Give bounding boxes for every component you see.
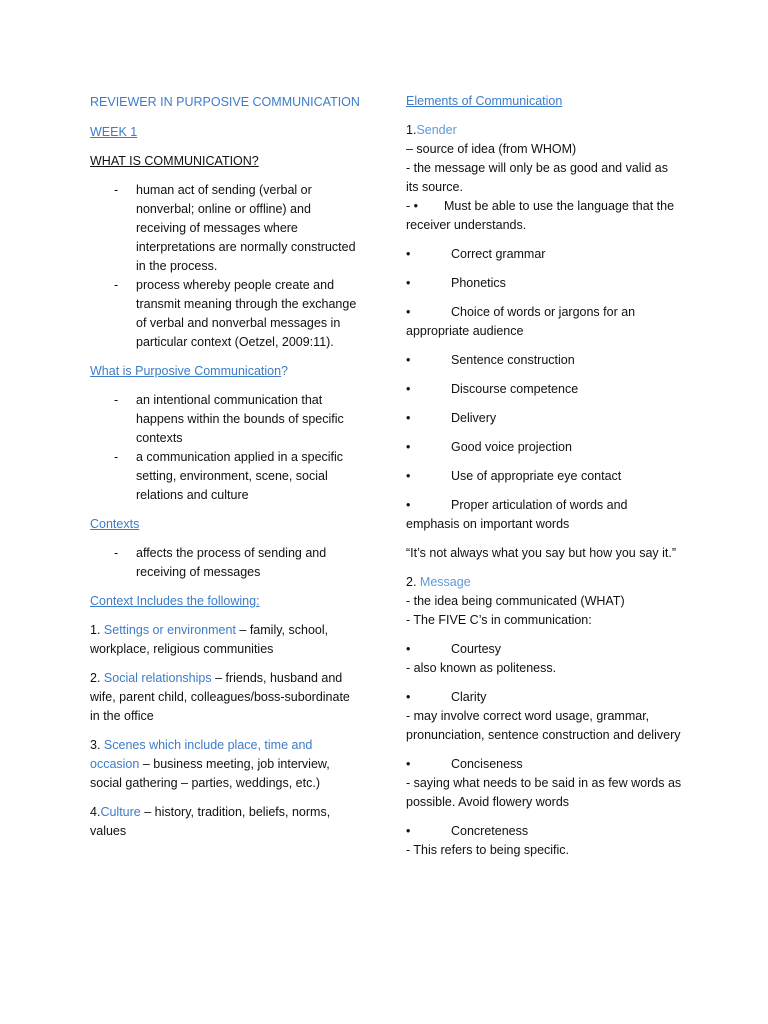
five-c-desc: - also known as politeness. [406, 661, 557, 675]
week-heading: WEEK 1 [90, 125, 138, 139]
bullet-icon: • [406, 247, 411, 261]
bullet-text: Discourse competence [451, 382, 579, 396]
contexts-heading: Contexts [90, 517, 140, 531]
message-line: - The FIVE C’s in communication: [406, 613, 592, 627]
item-number: 2. [406, 575, 417, 589]
communication-definitions [90, 181, 362, 352]
item-text: – history, tradition, beliefs, norms, values [90, 805, 331, 838]
message-line: - the idea being communicated (WHAT) [406, 594, 625, 608]
sender-line [406, 197, 682, 235]
context-item [90, 736, 362, 793]
elements-heading: Elements of Communication [406, 94, 563, 108]
bullet-text: Concreteness [451, 824, 529, 838]
bullet-icon: • [406, 353, 411, 367]
contexts-list [90, 544, 362, 582]
bullet-icon: • [406, 411, 411, 425]
five-c-title [406, 640, 682, 659]
bullet-icon: • [406, 469, 411, 483]
context-item [90, 621, 362, 659]
quote: “It’s not always what you say but how you say it.” [406, 546, 677, 560]
bullet-text: Correct grammar [451, 247, 546, 261]
left-column [90, 92, 362, 841]
document-title: REVIEWER IN PURPOSIVE COMMUNICATION [90, 95, 360, 109]
what-is-communication-heading: WHAT IS COMMUNICATION? [90, 154, 259, 168]
bullet-icon: • [406, 824, 411, 838]
context-item [90, 803, 362, 841]
context-item [90, 669, 362, 726]
five-c-title [406, 688, 682, 707]
list-item: - human act of sending (verbal or nonverbal; online or offline) and receiving of messages where interpretations are normally constructed in the process. [90, 181, 362, 276]
sender-bullet [406, 409, 682, 428]
item-number: 1. [90, 623, 101, 637]
message-heading [406, 573, 682, 592]
item-text: – family, school, workplace, religious communities [90, 623, 329, 656]
sender-heading [406, 121, 682, 140]
bullet-icon: • [406, 305, 411, 319]
five-c-title [406, 755, 682, 774]
bullet-text: Clarity [451, 690, 487, 704]
five-c-desc: - may involve correct word usage, grammar, pronunciation, sentence construction and delivery [406, 709, 681, 742]
bullet-text: Good voice projection [451, 440, 572, 454]
item-label: Social relationships [100, 671, 212, 685]
bullet-prefix: - • [406, 199, 419, 213]
five-c-desc: - This refers to being specific. [406, 843, 570, 857]
message-label: Message [419, 575, 471, 589]
sender-bullet [406, 380, 682, 399]
sender-bullet [406, 467, 682, 486]
bullet-text: Use of appropriate eye contact [451, 469, 622, 483]
bullet-icon: • [406, 690, 411, 704]
list-item: - a communication applied in a specific setting, environment, scene, social relations and culture [90, 448, 362, 505]
sender-line: - the message will only be as good and valid as its source. [406, 161, 668, 194]
bullet-icon: • [406, 440, 411, 454]
bullet-icon: • [406, 498, 411, 512]
bullet-icon: • [406, 382, 411, 396]
item-text: – friends, husband and wife, parent child, colleagues/boss-subordinate in the office [90, 671, 350, 723]
sender-line-text: Must be able to use the language that the receiver understands. [406, 199, 675, 232]
bullet-text: Courtesy [451, 642, 502, 656]
sender-bullet [406, 438, 682, 457]
bullet-text: Choice of words or jargons for an appropriate audience [406, 305, 636, 338]
sender-bullet [406, 351, 682, 370]
item-label: Scenes which include place, time and occasion [90, 738, 313, 771]
item-number: 1. [406, 123, 417, 137]
purposive-heading-text: What is Purposive Communication [90, 364, 282, 378]
sender-label: Sender [416, 123, 457, 137]
purposive-heading [90, 362, 362, 381]
bullet-text: Sentence construction [451, 353, 575, 367]
item-number: 3. [90, 738, 101, 752]
item-text: – business meeting, job interview, social gathering – parties, weddings, etc.) [90, 757, 330, 790]
sender-bullet [406, 303, 682, 341]
bullet-icon: • [406, 642, 411, 656]
sender-bullet [406, 496, 682, 534]
sender-bullet [406, 245, 682, 264]
list-item: - an intentional communication that happens within the bounds of specific contexts [90, 391, 362, 448]
sender-line: – source of idea (from WHOM) [406, 142, 577, 156]
bullet-icon: • [406, 757, 411, 771]
item-label: Settings or environment [100, 623, 236, 637]
bullet-icon: • [406, 276, 411, 290]
context-includes-heading: Context Includes the following: [90, 594, 260, 608]
bullet-text: Proper articulation of words and emphasis on important words [406, 498, 628, 531]
right-column [406, 92, 682, 860]
item-number: 4. [90, 805, 101, 819]
sender-bullet [406, 274, 682, 293]
five-c-desc: - saying what needs to be said in as few words as possible. Avoid flowery words [406, 776, 682, 809]
five-c-title [406, 822, 682, 841]
purposive-definitions [90, 391, 362, 505]
list-item: - affects the process of sending and receiving of messages [90, 544, 362, 582]
bullet-text: Phonetics [451, 276, 506, 290]
item-number: 2. [90, 671, 101, 685]
bullet-text: Delivery [451, 411, 497, 425]
bullet-text: Conciseness [451, 757, 523, 771]
purposive-heading-suffix: ? [281, 364, 288, 378]
list-item: - process whereby people create and transmit meaning through the exchange of verbal and nonverbal messages in particular context (Oetzel, 2009:11). [90, 276, 362, 352]
item-label: Culture [100, 805, 141, 819]
